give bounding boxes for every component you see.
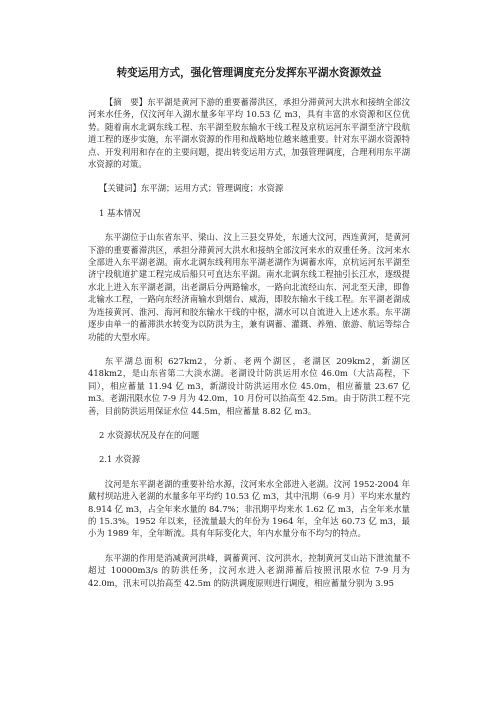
- body-paragraph: 东平湖的作用是消减黄河洪峰，调蓄黄河、汶河洪水，控制黄河艾山站下泄流量不超过 10000m3/s 的防洪任务，汶河水进入老湖滞蓄后按照汛限水位 7-9 月为 42.0m，汛末可以抬高至 42.5m 的防洪调度原则进行调度，相应蓄量分别为 3.95: [88, 552, 410, 588]
- document-page: [88, 66, 410, 601]
- abstract-paragraph: 【摘 要】东平湖是黄河下游的重要蓄滞洪区，承担分滞黄河大洪水和接纳全部汶河来水任务，仅汶河年入湖水量多年平均 10.53 亿 m3，具有丰富的水资源和区位优势。随着南水北调东线工程、东平湖至胶东输水干线工程及京杭运河东平湖至济宁段航道工程的逐步实施，东平湖水资源的作用和战略地位越来越重要。针对东平湖水资源特点、开发利用和存在的主要问题，提出转变运用方式，加强管理调度，合理利用东平湖水资源的对策。: [88, 97, 410, 170]
- document-title: 转变运用方式，强化管理调度充分发挥东平湖水资源效益: [116, 67, 382, 79]
- keywords-line: 【关键词】东平湖；运用方式；管理调度；水资源: [99, 183, 284, 194]
- subsection-heading: 2.1 水资源: [99, 454, 141, 465]
- section-heading: 1 基本情况: [99, 207, 141, 218]
- section-heading: 2 水资源状况及存在的问题: [99, 429, 200, 440]
- body-paragraph: 汶河是东平湖老湖的重要补给水源，汶河来水全部进入老湖。汶河 1952-2004 年戴村坝站进入老湖的水量多年平均约 10.53 亿 m3，其中汛期（6-9 月）平均来水量约 8.914 亿 m3，占全年来水量的 84.7%；非汛期平均来水 1.62 亿 m3，占全年来水量的 15.3%。1952 年以来，径流量最大的年份为 1964 年，全年达 60.73 亿 m3，最小为 1989 年，全年断流。具有年际变化大，年内水量分布不均匀的特点。: [88, 478, 410, 539]
- body-paragraph: 东平湖总面积 627km2，分新、老两个湖区，老湖区 209km2，新湖区 418km2，是山东省第二大淡水湖。老湖设计防洪运用水位 46.0m（大沽高程，下同），相应蓄量 11.94 亿 m3，新湖设计防洪运用水位 45.0m，相应蓄量 23.67 亿 m3。老湖汛限水位 7-9 月为 42.0m，10 月份可以抬高至 42.5m。由于防洪工程不完善，目前防洪运用保证水位 44.5m，相应蓄量 8.82 亿 m3。: [88, 355, 410, 416]
- body-paragraph: 东平湖位于山东省东平、梁山、汶上三县交界处，东通大汶河，西连黄河，是黄河下游的重要蓄滞洪区，承担分滞黄河大洪水和接纳全部汶河来水的双重任务。汶河来水全部进入东平湖老湖。南水北调东线利用东平湖老湖作为调蓄水库，京杭运河东平湖至济宁段航道扩建工程完成后船只可直达东平湖。南水北调东线工程抽引长江水，逐级提水北上进入东平湖老湖，出老湖后分两路输水，一路向北流经山东、河北至天津，即鲁北输水工程，一路向东经济南输水到烟台、威海，即胶东输水干线工程。东平湖老湖成为连接黄河、淮河、海河和胶东输水干线的中枢，湖水可以自流进入上述水系。东平湖逐步由单一的蓄滞洪水转变为以防洪为主，兼有调蓄、灌溉、养殖、旅游、航运等综合功能的大型水库。: [88, 232, 410, 342]
